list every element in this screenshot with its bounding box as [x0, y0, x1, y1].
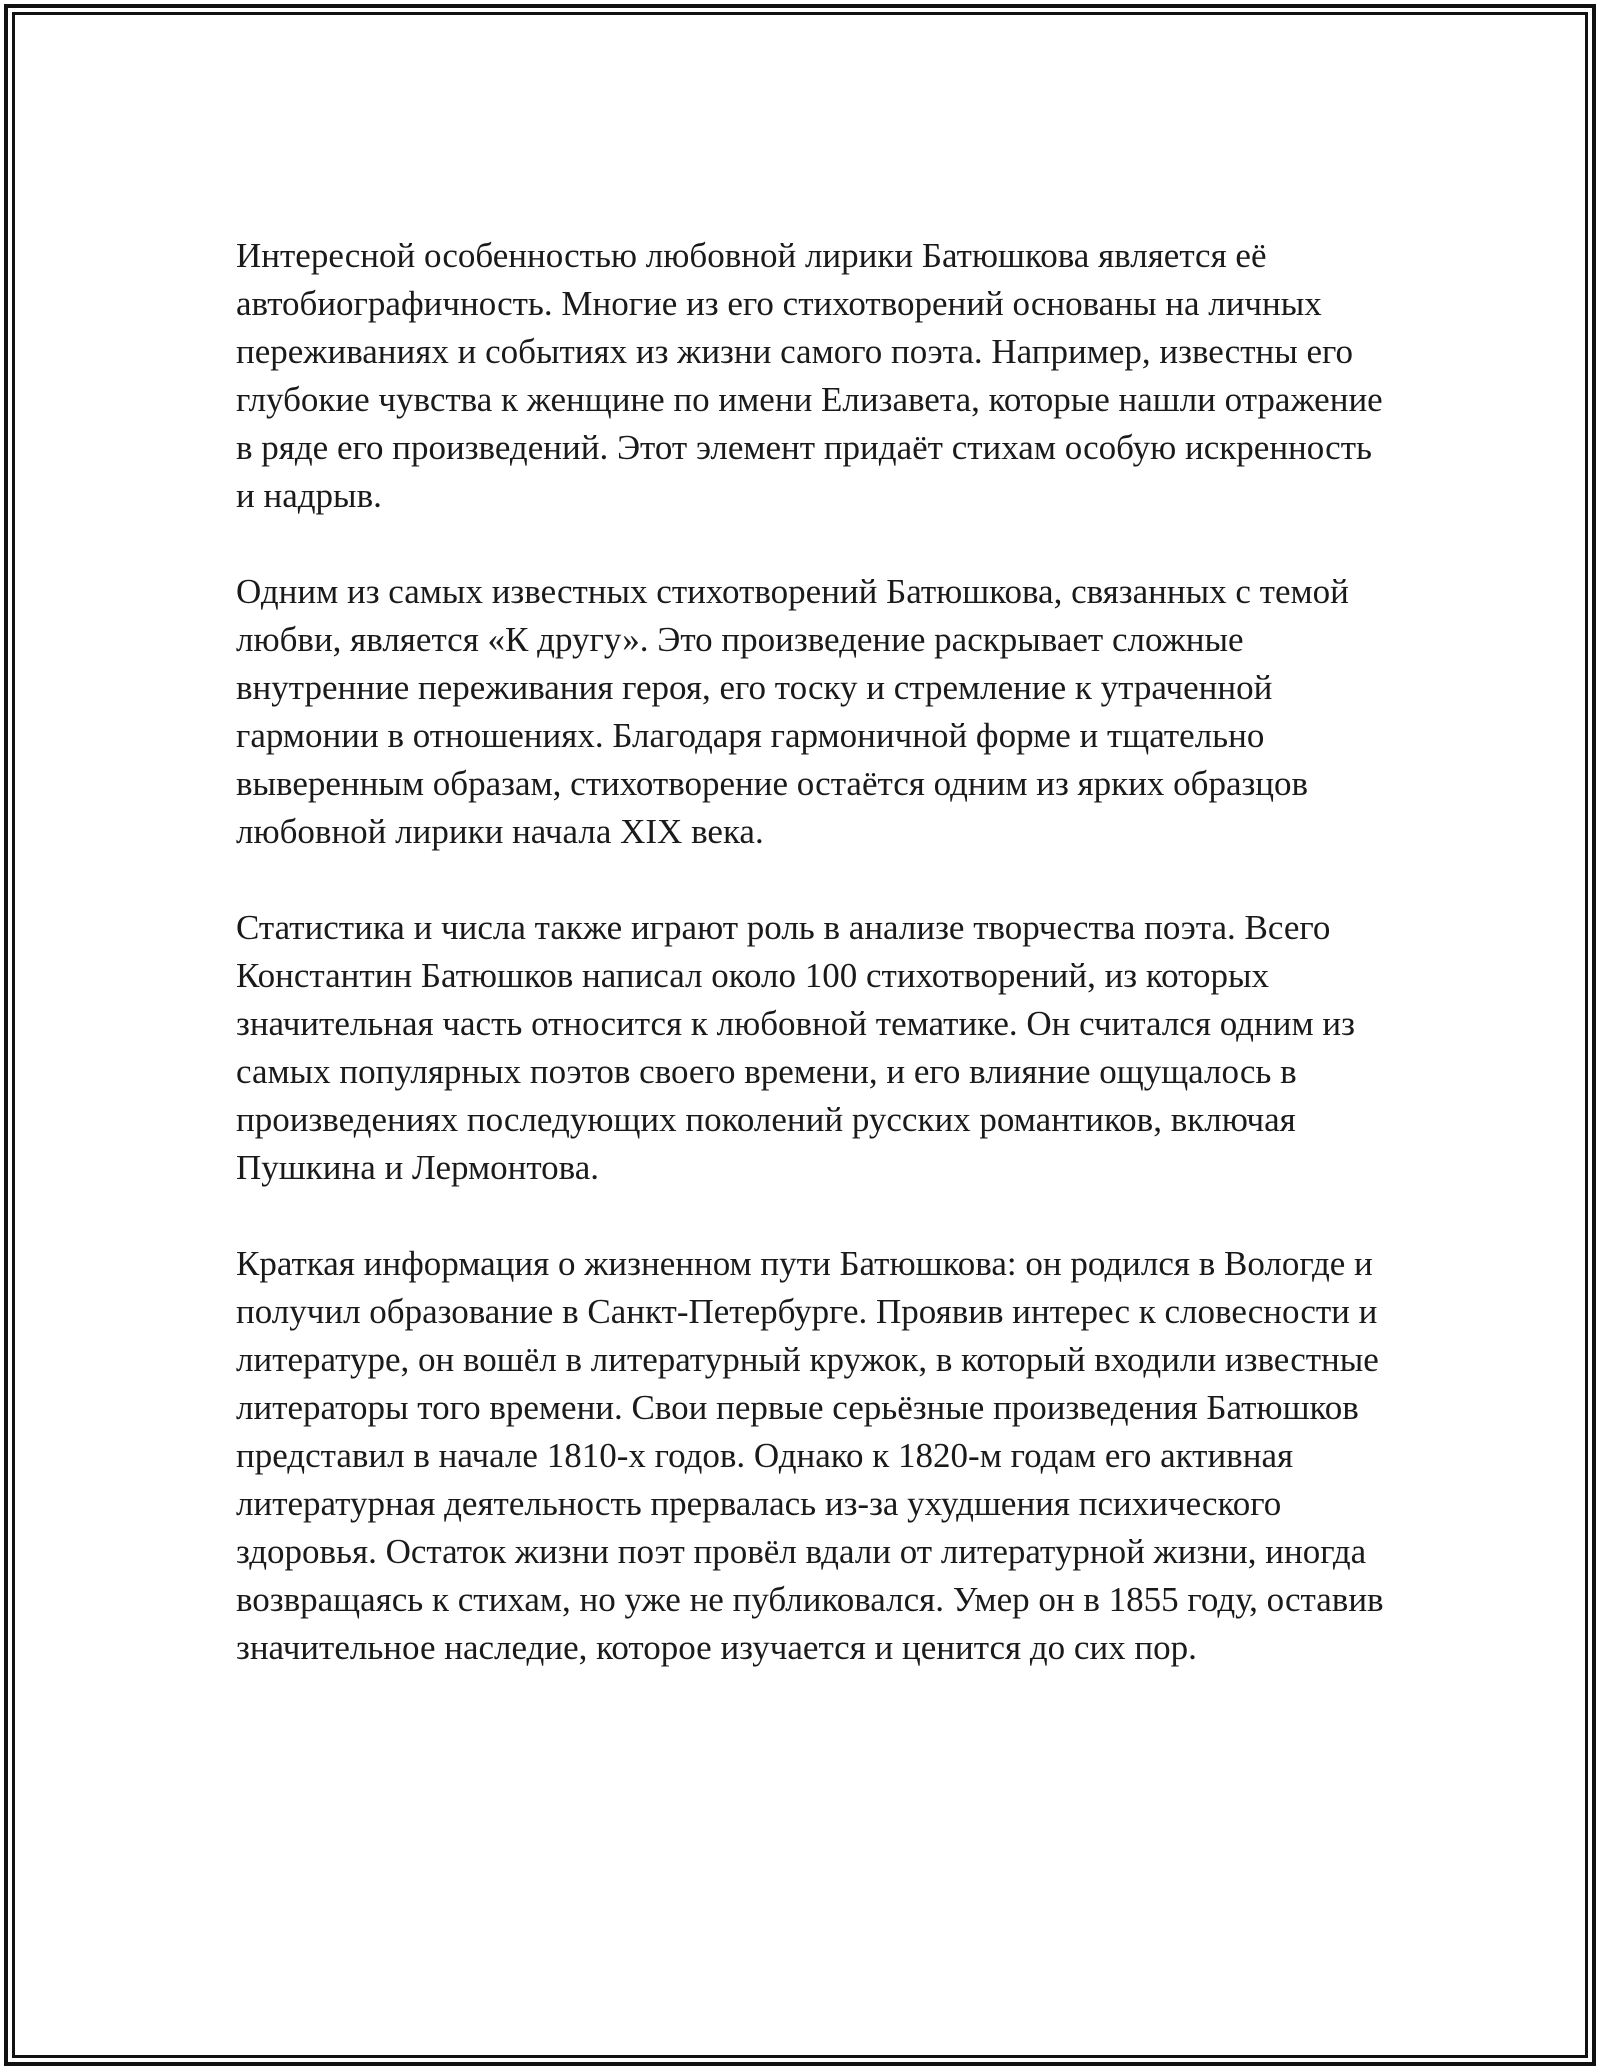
paragraph-biography: Краткая информация о жизненном пути Батюшкова: он родился в Вологде и получил образование в Санкт-Петербурге. Проявив интерес к словесности и литературе, он вошёл в литературный кружок, в который входили известные литераторы того времени. Свои первые серьёзные произведения Батюшков представил в начале 1810-х годов. Однако к 1820-м годам его активная литературная деятельность прервалась из-за ухудшения психического здоровья. Остаток жизни поэт провёл вдали от литературной жизни, иногда возвращаясь к стихам, но уже не публиковался. Умер он в 1855 году, оставив значительное наследие, которое изучается и ценится до сих пор.	[236, 1244, 1384, 1667]
paragraph-k-drugu: Одним из самых известных стихотворений Батюшкова, связанных с темой любви, является «К другу». Это произведение раскрывает сложные внутренние переживания героя, его тоску и стремление к утраченной гармонии в отношениях. Благодаря гармоничной форме и тщательно выверенным образам, стихотворение остаётся одним из ярких образцов любовной лирики начала XIX века.	[236, 572, 1349, 851]
paragraph-statistics: Статистика и числа также играют роль в анализе творчества поэта. Всего Константин Батюшков написал около 100 стихотворений, из которых значительная часть относится к любовной тематике. Он считался одним из самых популярных поэтов своего времени, и его влияние ощущалось в произведениях последующих поколений русских романтиков, включая Пушкина и Лермонтова.	[236, 908, 1355, 1187]
paragraph-autobiography: Интересной особенностью любовной лирики Батюшкова является её автобиографичность. Многие из его стихотворений основаны на личных переживаниях и событиях из жизни самого поэта. Например, известны его глубокие чувства к женщине по имени Елизавета, которые нашли отражение в ряде его произведений. Этот элемент придаёт стихам особую искренность и надрыв.	[236, 236, 1383, 515]
document-body	[236, 232, 1386, 1672]
